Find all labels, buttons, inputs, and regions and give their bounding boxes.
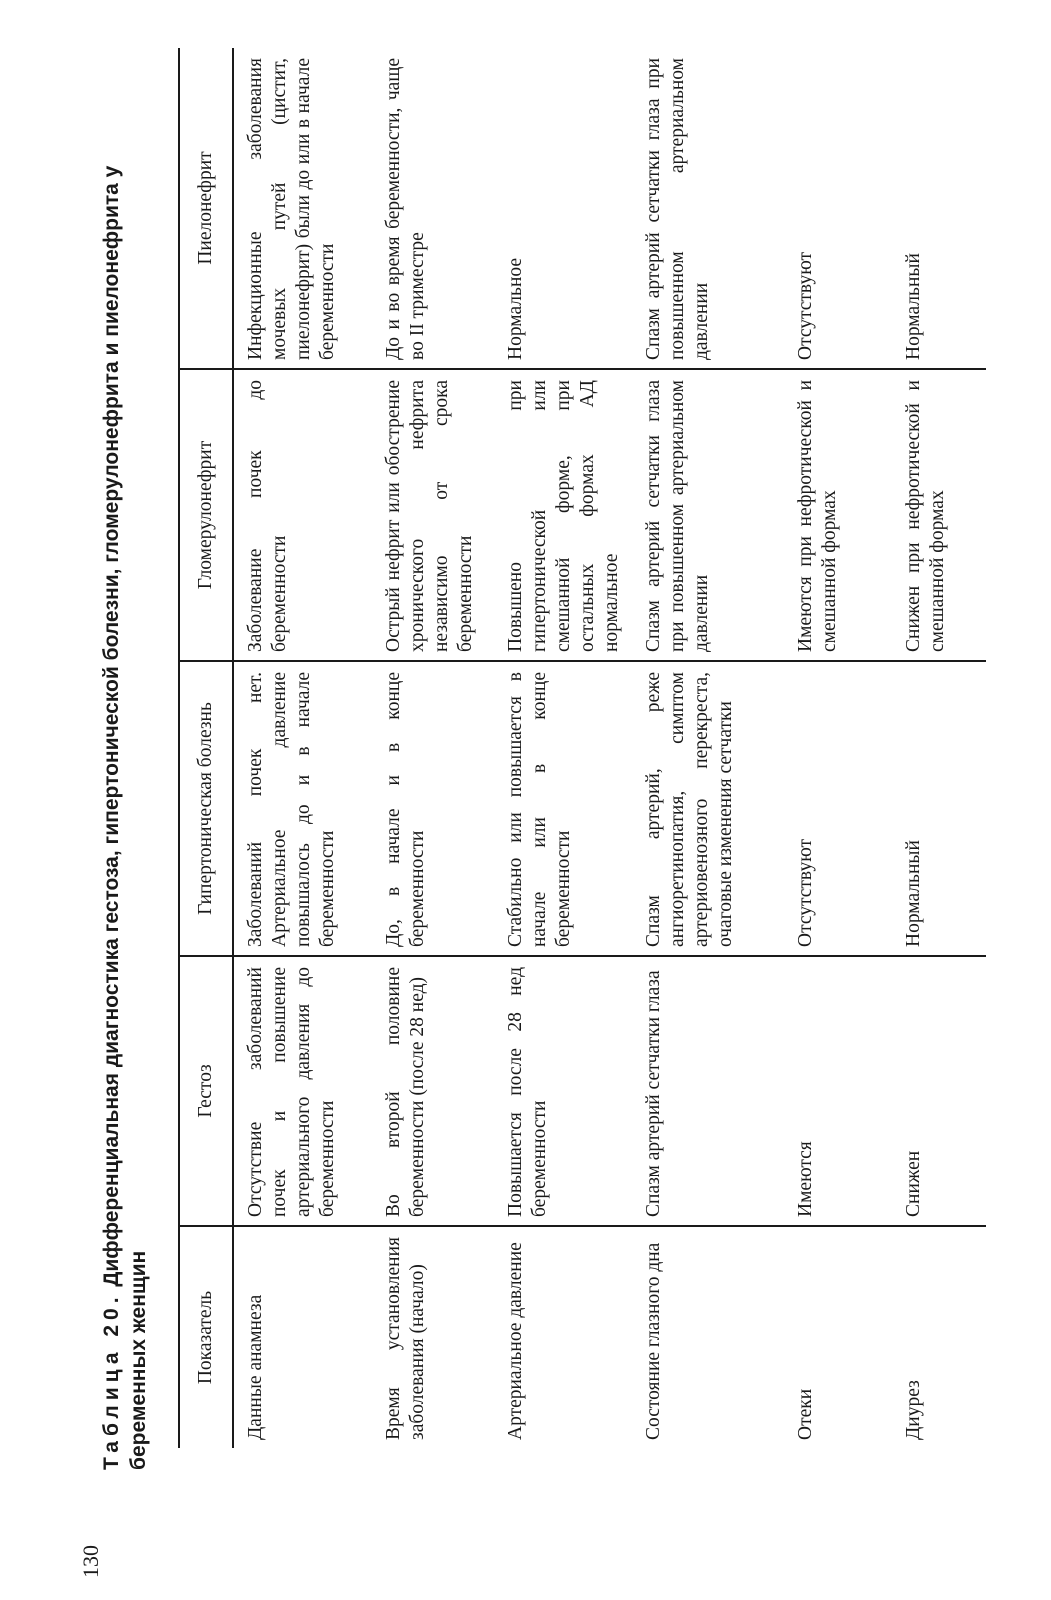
caption-text: Дифференциальная диагностика гестоза, гипертонической болезни, гломерулонефрита и пиелонефрита у беременных женщин: [100, 165, 150, 1470]
row-label: Артериальное давление: [505, 1242, 526, 1440]
table-cell: Имеются при нефротической и смешанной формах: [784, 369, 892, 661]
row-label: Диурез: [903, 1380, 924, 1440]
table-cell: Отсутствуют: [784, 661, 892, 956]
table-cell: Спазм артерий сетчатки глаза при повышенном артериальном давлении: [632, 48, 784, 369]
table-cell: Нормальное: [494, 48, 632, 369]
table-row: [494, 48, 632, 1448]
table-cell: Стабильно или повышается в начале или в конце беременности: [494, 661, 632, 956]
header-pyelonephritis: Пиелонефрит: [179, 48, 233, 369]
row-label: Время установления заболевания (начало): [383, 1237, 428, 1440]
table-row: [233, 48, 372, 1448]
table-row: [632, 48, 784, 1448]
table-row: [372, 48, 494, 1448]
table-header-row: [179, 48, 233, 1448]
table-row: [892, 48, 986, 1448]
caption-label: Таблица 20.: [100, 1292, 123, 1470]
header-hypertension: Гипертоническая болезнь: [179, 661, 233, 956]
table-cell: Спазм артерий сетчатки глаза: [632, 956, 784, 1226]
table-caption: [98, 90, 152, 1470]
page-number: 130: [78, 1545, 103, 1578]
table-cell: Повышается после 28 нед беременности: [494, 956, 632, 1226]
table-cell: Снижен: [892, 956, 986, 1226]
table-cell: Острый нефрит или обострение хронического нефрита независимо от срока беременности: [372, 369, 494, 661]
table-cell: До и во время беременности, чаще во II триместре: [372, 48, 494, 369]
table-cell: Нормальный: [892, 661, 986, 956]
header-glomerulonephritis: Гломерулонефрит: [179, 369, 233, 661]
table-cell: До, в начале и в конце беременности: [372, 661, 494, 956]
table-cell: Имеются: [784, 956, 892, 1226]
table-row: [784, 48, 892, 1448]
table-cell: Во второй половине беременности (после 28 нед): [372, 956, 494, 1226]
header-gestosis: Гестоз: [179, 956, 233, 1226]
row-label: Состояние глазного дна: [643, 1242, 664, 1440]
row-label: Данные анамнеза: [245, 1294, 266, 1440]
table-cell: Заболеваний почек нет. Артериальное давление повышалось до и в начале беременности: [233, 661, 372, 956]
header-indicator: Показатель: [179, 1226, 233, 1448]
table-cell: Спазм артерий сетчатки глаза при повышенном артериальном давлении: [632, 369, 784, 661]
table-cell: Спазм артерий, реже ангиоретинопатия, симптом артериовенозного перекреста, очаговые изменения сетчатки: [632, 661, 784, 956]
table-cell: Инфекционные заболевания мочевых путей (цистит, пиелонефрит) были до или в начале беременности: [233, 48, 372, 369]
table-cell: Снижен при нефротической и смешанной формах: [892, 369, 986, 661]
table-cell: Повышено при гипертонической или смешанной форме, при остальных формах АД нормальное: [494, 369, 632, 661]
table-cell: Заболевание почек до беременности: [233, 369, 372, 661]
table-cell: Отсутствие заболеваний почек и повышение артериального давления до беременности: [233, 956, 372, 1226]
table-cell: Отсутствуют: [784, 48, 892, 369]
diagnosis-table: [178, 48, 986, 1448]
table-cell: Нормальный: [892, 48, 986, 369]
row-label: Отеки: [795, 1388, 816, 1440]
